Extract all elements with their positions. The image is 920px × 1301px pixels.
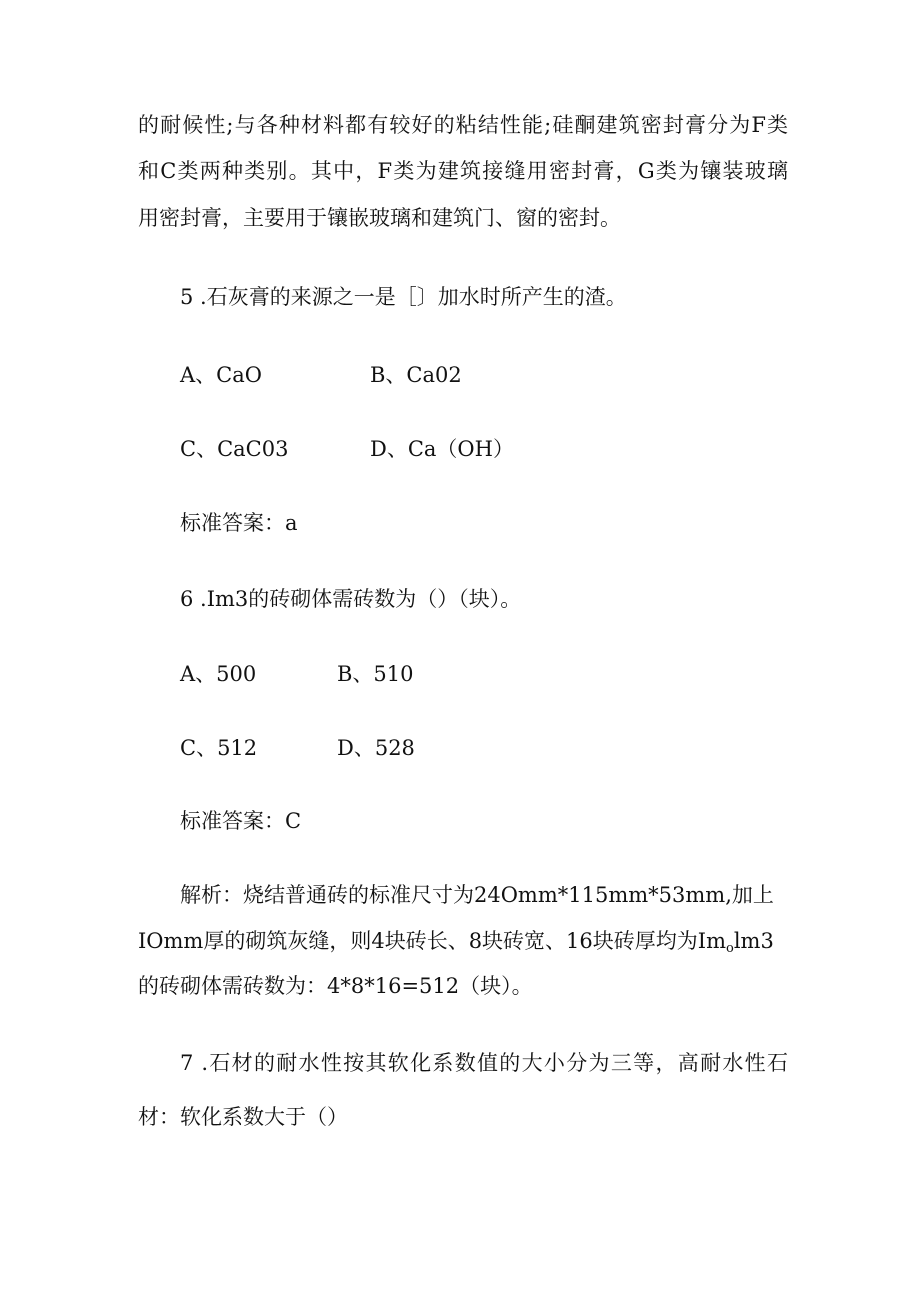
- q5-question: 5 .石灰膏的来源之一是［〕加水时所产生的渣。: [180, 285, 627, 309]
- q5-option-a: A、CaO: [180, 363, 262, 387]
- q6-analysis-line-2: [138, 926, 788, 964]
- q6-analysis-line-1: 解析：烧结普通砖的标准尺寸为24Omm*115mm*53mm,加上: [180, 883, 774, 907]
- q6-option-d: D、528: [337, 736, 415, 760]
- q6-answer: 标准答案：C: [180, 809, 302, 833]
- intro-line-1: 的耐候性;与各种材料都有较好的粘结性能;硅酮建筑密封膏分为F类: [138, 113, 788, 137]
- q6-analysis-line-2-main: IOmm厚的砌筑灰缝，则4块砖长、8块砖宽、16块砖厚均为Im: [138, 929, 726, 953]
- q7-line-1: 7 .石材的耐水性按其软化系数值的大小分为三等，高耐水性石: [180, 1051, 788, 1075]
- q6-analysis-line-2-tail: lm3: [733, 929, 774, 953]
- intro-line-2: 和C类两种类别。其中，F类为建筑接缝用密封膏，G类为镶装玻璃: [138, 159, 788, 183]
- q5-option-d: D、Ca（OH）: [370, 437, 514, 461]
- q6-option-c: C、512: [180, 736, 258, 760]
- q5-answer: 标准答案：a: [180, 511, 298, 535]
- q6-option-a: A、500: [180, 662, 257, 686]
- q6-analysis-subscript: o: [726, 941, 734, 956]
- q6-analysis-line-3: 的砖砌体需砖数为：4*8*16=512（块）。: [138, 974, 533, 998]
- q5-option-c: C、CaC03: [180, 437, 289, 461]
- q5-option-b: B、Ca02: [370, 363, 462, 387]
- q6-question: 6 .Im3的砖砌体需砖数为（）（块）。: [180, 587, 522, 611]
- q6-option-b: B、510: [337, 662, 414, 686]
- q7-line-2: 材：软化系数大于（）: [138, 1105, 348, 1129]
- intro-line-3: 用密封膏，主要用于镶嵌玻璃和建筑门、窗的密封。: [138, 206, 621, 230]
